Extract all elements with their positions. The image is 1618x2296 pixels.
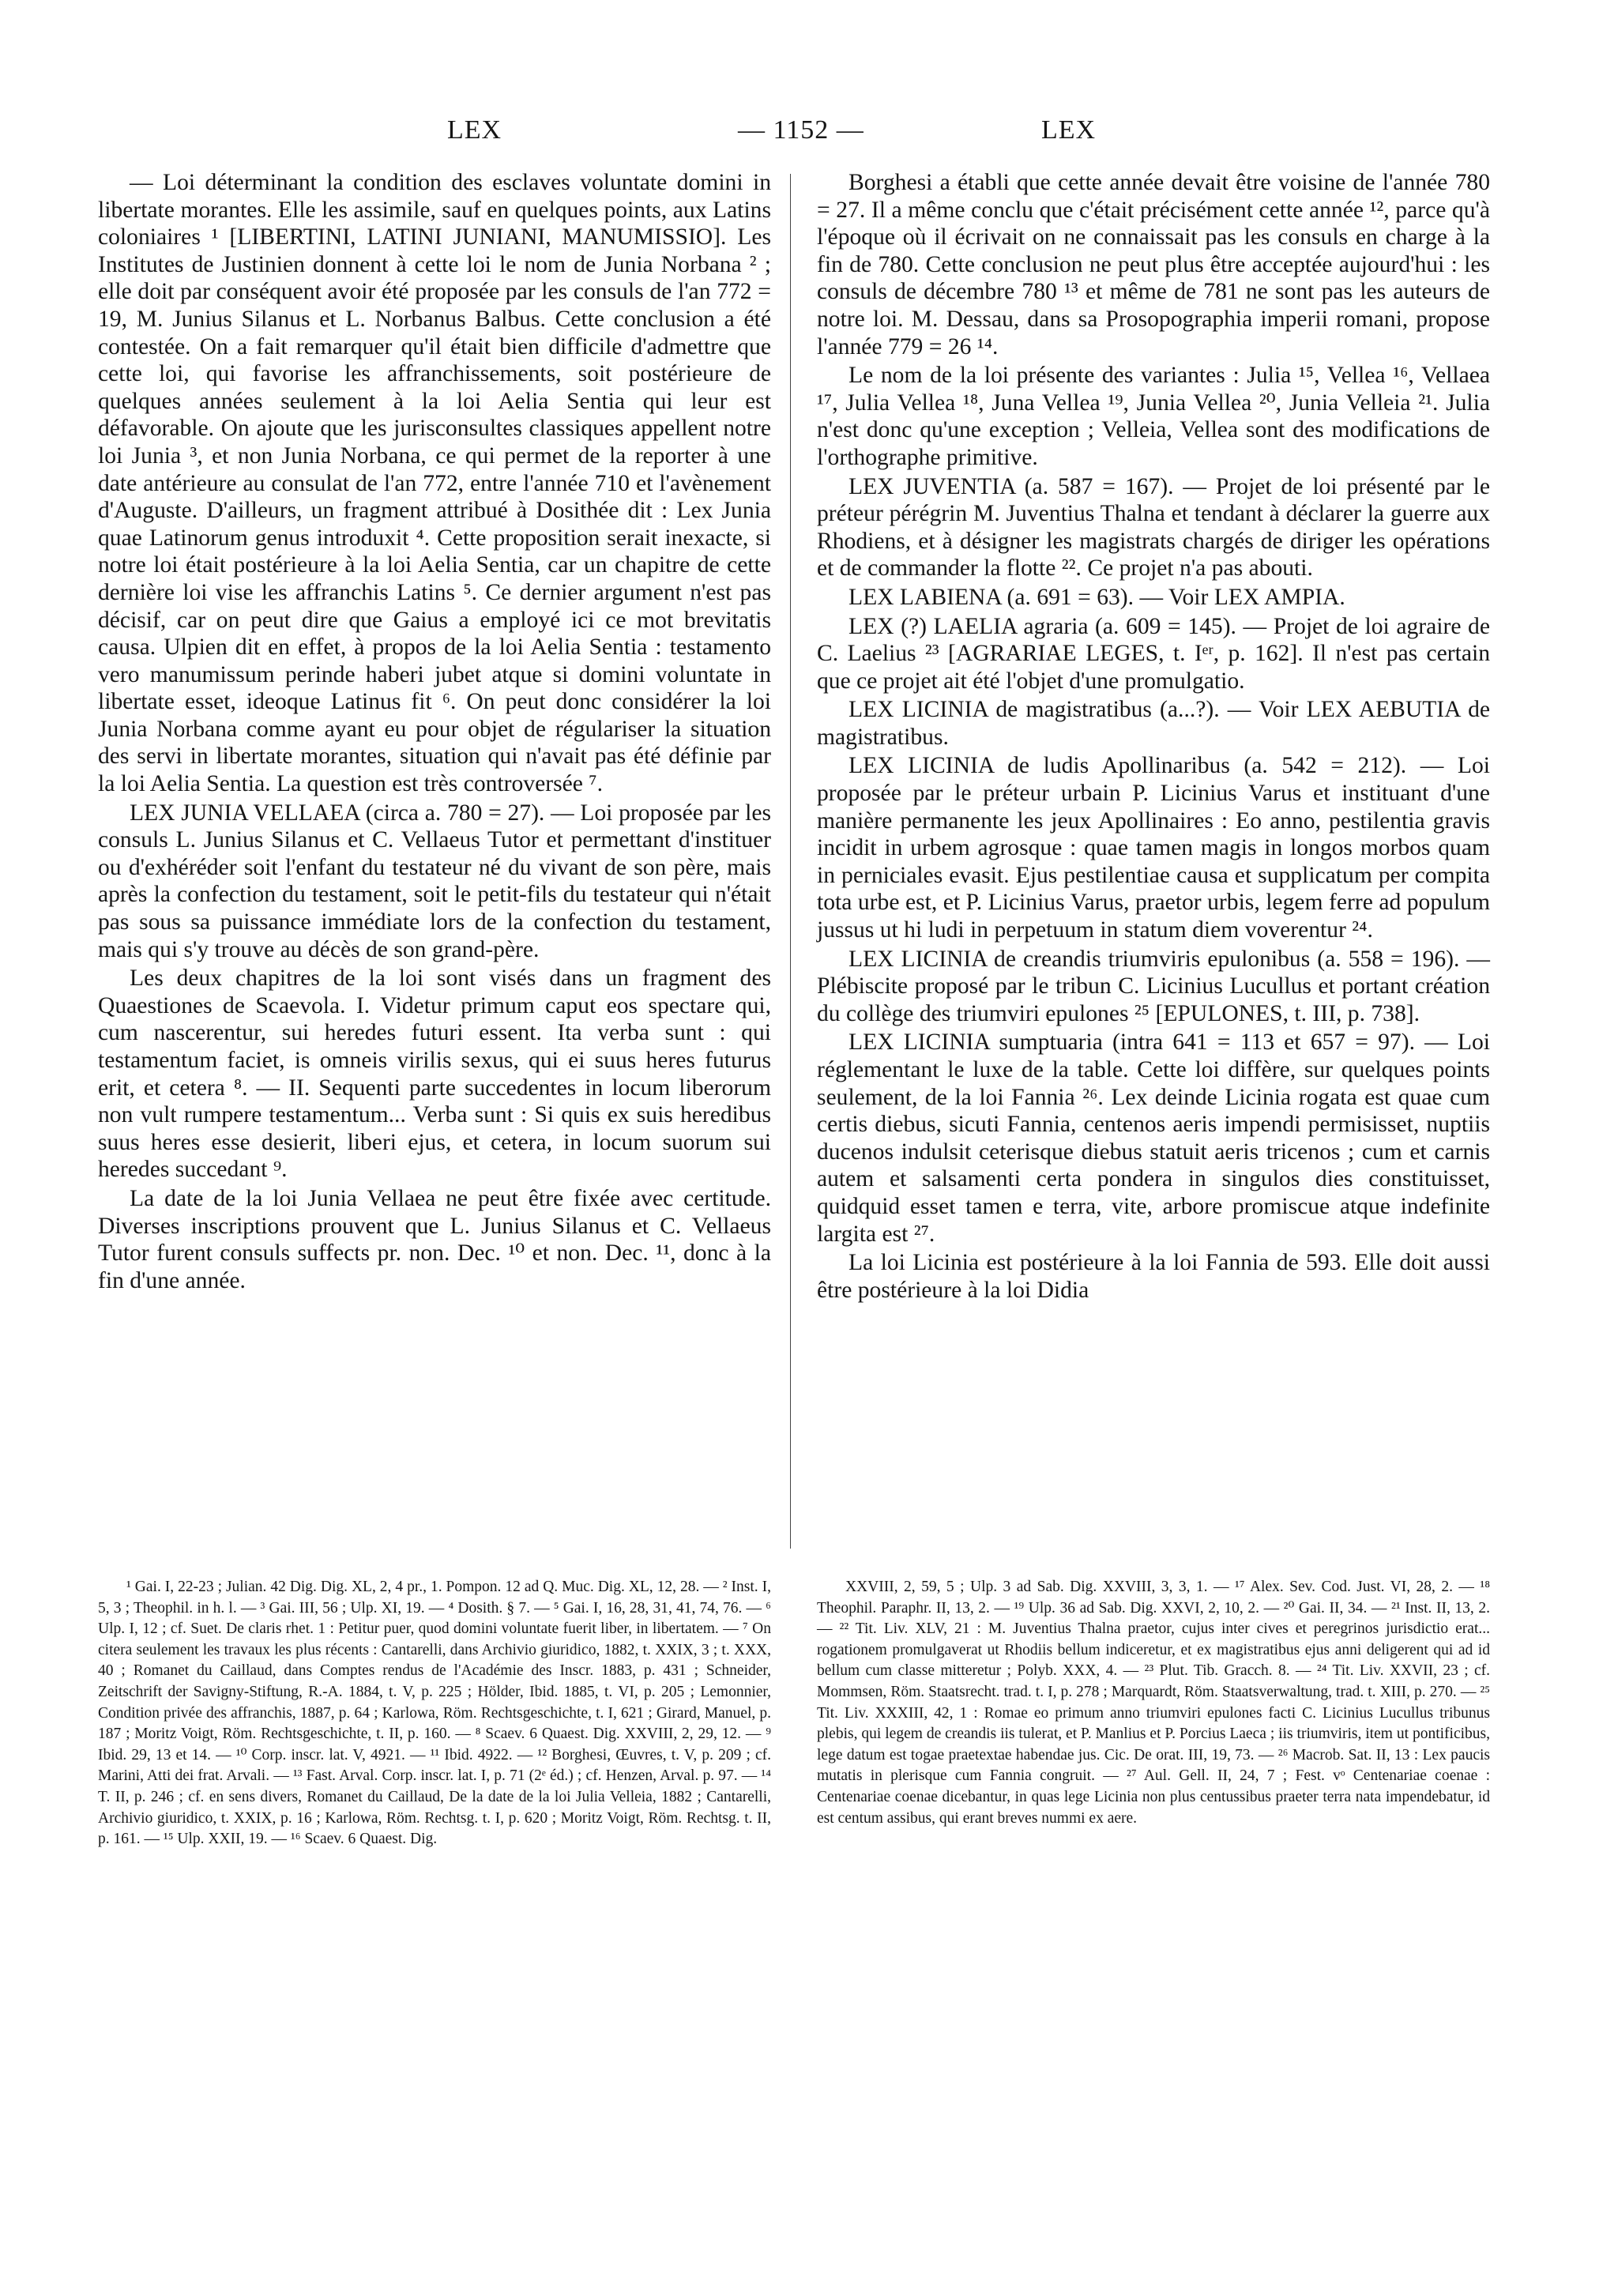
header-right-title: LEX — [1041, 115, 1097, 145]
page-number: — 1152 — — [738, 115, 864, 145]
right-column — [817, 169, 1490, 1305]
paragraph: La date de la loi Junia Vellaea ne peut être fixée avec certitude. Diverses inscriptions prouvent que L. Junius Silanus et C. Vellaeus Tutor furent consuls suffects pr. non. Dec. ¹⁰ et non. Dec. ¹¹, donc à la fin d'une année. — [98, 1185, 771, 1293]
footnote-text: XXVIII, 2, 59, 5 ; Ulp. 3 ad Sab. Dig. XXVIII, 3, 3, 1. — ¹⁷ Alex. Sev. Cod. Just. VI, 28, 2. — ¹⁸ Theophil. Paraphr. II, 13, 2. — ¹⁹ Ulp. 36 ad Sab. Dig. XXVI, 2, 10, 2. — ²⁰ Gai. II, 34. — ²¹ Inst. II, 13, 2. — ²² Tit. Liv. XLV, 21 : M. Juventius Thalna praetor, cujus inter cives et peregrinos jurisdictio erat... rogationem promulgaverat ut Rhodiis bellum indiceretur, et ex magistratibus ejus anni deligerent qui ad id bellum cum classe mitteretur ; Polyb. XXX, 4. — ²³ Plut. Tib. Gracch. 8. — ²⁴ Tit. Liv. XXVII, 23 ; cf. Mommsen, Röm. Staatsrecht. trad. t. I, p. 278 ; Marquardt, Röm. Staatsverwaltung, trad. t. XIII, p. 270. — ²⁵ Tit. Liv. XXXIII, 42, 1 : Romae eo primum anno triumviri epulones facti C. Licinius Lucullus tribunus plebis, qui legem de creandis iis tulerat, et P. Manlius et P. Porcius Laeca ; iis triumviris, item ut pontificibus, lege datum est togae praetextae habendae jus. Cic. De orat. III, 19, 73. — ²⁶ Macrob. Sat. II, 13 : Lex paucis mutatis in plerisque cum Fannia congruit. — ²⁷ Aul. Gell. II, 24, 7 ; Fest. vᵒ Centenariae coenae : Centenariae coenae dicebantur, in quas lege Licinia non plus centussibus praeter terra nata impendebatur, id est centum assibus, qui erant breves nummi ex aere. — [817, 1579, 1490, 1827]
paragraph: — Loi déterminant la condition des esclaves voluntate domini in libertate morantes. Elle les assimile, sauf en quelques points, aux Latins coloniaires ¹ [LIBERTINI, LATINI JUNIANI, MANUMISSIO]. Les Institutes de Justinien donnent à cette loi le nom de Junia Norbana ² ; elle doit par conséquent avoir été proposée par les consuls de l'an 772 = 19, M. Junius Silanus et L. Norbanus Balbus. Cette conclusion a été contestée. On a fait remarquer qu'il était bien difficile d'admettre que cette loi, qui favorise les affranchissements, soit postérieure de quelques années seulement à la loi Aelia Sentia qui leur est défavorable. On ajoute que les jurisconsultes classiques appellent notre loi Junia ³, et non Junia Norbana, ce qui permet de la reporter à une date antérieure au consulat de l'an 772, entre l'année 710 et l'avènement d'Auguste. D'ailleurs, un fragment attribué à Dosithée dit : Lex Junia quae Latinorum genus introduxit ⁴. Cette proposition serait inexacte, si notre loi était postérieure à la loi Aelia Sentia, car un chapitre de cette dernière loi vise les affranchis Latins ⁵. Ce dernier argument n'est pas décisif, car on peut dire que Gaius a employé ici ce mot brevitatis causa. Ulpien dit en effet, à propos de la loi Aelia Sentia : testamento vero manumissum perinde haberi jubet atque si domini voluntate in libertate esset, ideoque Latinus fit ⁶. On peut donc considérer la loi Junia Norbana comme ayant eu pour objet de régulariser la situation des servi in libertate morantes, situation qui n'avait pas été définie par la loi Aelia Sentia. La question est très controversée ⁷. — [98, 170, 771, 797]
paragraph: Le nom de la loi présente des variantes : Julia ¹⁵, Vellea ¹⁶, Vellaea ¹⁷, Julia Vellea ¹⁸, Juna Vellea ¹⁹, Junia Vellea ²⁰, Junia Velleia ²¹. Julia n'est donc qu'une exception ; Velleia, Vellea sont des modifications de l'orthographe primitive. — [817, 363, 1490, 470]
left-footnotes — [98, 1577, 771, 1850]
paragraph: La loi Licinia est postérieure à la loi Fannia de 593. Elle doit aussi être postérieure à la loi Didia — [817, 1250, 1490, 1303]
paragraph: Les deux chapitres de la loi sont visés dans un fragment des Quaestiones de Scaevola. I. Videtur primum caput eos spectare qui, cum nascerentur, sui heredes futuri essent. Ita verba sunt : qui testamentum faciet, is omneis virilis sexus, qui ei suus heres futurus erit, et cetera ⁸. — II. Sequenti parte succedentes in locum liberorum non vult rumpere testamentum... Verba sunt : Si quis ex suis heredibus suus heres esse desierit, liberi ejus, et cetera, in locum suorum sui heredes succedant ⁹. — [98, 965, 771, 1183]
paragraph: Borghesi a établi que cette année devait être voisine de l'année 780 = 27. Il a même conclu que c'était précisément cette année ¹², parce qu'à l'époque où il écrivait on ne connaissait pas les consuls en charge à la fin de 780. Cette conclusion ne peut plus être acceptée aujourd'hui : les consuls de décembre 780 ¹³ et même de 781 ne sont pas les auteurs de notre loi. M. Dessau, dans sa Prosopographia imperii romani, propose l'année 779 = 26 ¹⁴. — [817, 170, 1490, 359]
running-header — [0, 115, 1618, 153]
paragraph: LEX LABIENA (a. 691 = 63). — Voir LEX AMPIA. — [849, 584, 1345, 610]
left-column — [98, 169, 771, 1296]
paragraph: LEX LICINIA de magistratibus (a...?). — Voir LEX AEBUTIA de magistratibus. — [817, 697, 1490, 750]
right-footnotes — [817, 1577, 1490, 1829]
paragraph: LEX JUNIA VELLAEA (circa a. 780 = 27). — Loi proposée par les consuls L. Junius Silanus et C. Vellaeus Tutor et permettant d'instituer ou d'exhéréder soit l'enfant du testateur né du vivant de son père, mais après la confection du testament, soit le petit-fils du testateur qui n'était pas sous sa puissance immédiate lors de la confection du testament, mais qui s'y trouve au décès de son grand-père. — [98, 800, 771, 962]
paragraph: LEX LICINIA de creandis triumviris epulonibus (a. 558 = 196). — Plébiscite proposé par le tribun C. Licinius Lucullus et portant création du collège des triumviri epulones ²⁵ [EPULONES, t. III, p. 738]. — [817, 946, 1490, 1026]
paragraph: LEX JUVENTIA (a. 587 = 167). — Projet de loi présenté par le préteur pérégrin M. Juventius Thalna et tendant à déclarer la guerre aux Rhodiens, et à désigner les magistrats chargés de diriger les opérations et de commander la flotte ²². Ce projet n'a pas abouti. — [817, 473, 1490, 582]
paragraph: LEX LICINIA sumptuaria (intra 641 = 113 et 657 = 97). — Loi réglementant le luxe de la table. Cette loi diffère, sur quelques points seulement, de la loi Fannia ²⁶. Lex deinde Licinia rogata est quae cum certis diebus, sicuti Fannia, centenos aeris impendi permisisset, nuptiis ducenos indulsit ceterisque diebus statuit aeris tricenos ; cum et carnis autem et salsamenti certa pondera in singulos dies constituisset, quidquid esset tamen e terra, vite, arbore promiscue atque indefinite largita est ²⁷. — [817, 1029, 1490, 1247]
column-divider — [790, 174, 791, 1549]
paragraph: LEX (?) LAELIA agraria (a. 609 = 145). — Projet de loi agraire de C. Laelius ²³ [AGRARIAE LEGES, t. Iᵉʳ, p. 162]. Il n'est pas certain que ce projet ait été l'objet d'une promulgatio. — [817, 613, 1490, 694]
header-left-title: LEX — [447, 115, 502, 145]
footnote-text: ¹ Gai. I, 22-23 ; Julian. 42 Dig. Dig. XL, 2, 4 pr., 1. Pompon. 12 ad Q. Muc. Dig. XL, 12, 28. — ² Inst. I, 5, 3 ; Theophil. in h. l. — ³ Gai. III, 56 ; Ulp. XI, 19. — ⁴ Dosith. § 7. — ⁵ Gai. I, 16, 28, 31, 41, 74, 76. — ⁶ Ulp. I, 12 ; cf. Suet. De claris rhet. 1 : Petitur puer, quod domini voluntate fuerit liber, in libertatem. — ⁷ On citera seulement les travaux les plus récents : Cantarelli, dans Archivio giuridico, 1882, t. XXIX, 3 ; t. XXX, 40 ; Romanet du Caillaud, dans Comptes rendus de l'Académie des Inscr. 1883, p. 431 ; Schneider, Zeitschrift der Savigny-Stiftung, R.-A. 1884, t. V, p. 225 ; Hölder, Ibid. 1885, t. VI, p. 205 ; Lemonnier, Condition privée des affranchis, 1887, p. 64 ; Karlowa, Röm. Rechtsgeschichte, t. I, 621 ; Girard, Manuel, p. 187 ; Moritz Voigt, Röm. Rechtsgeschichte, t. II, p. 160. — ⁸ Scaev. 6 Quaest. Dig. XXVIII, 2, 29, 12. — ⁹ Ibid. 29, 13 et 14. — ¹⁰ Corp. inscr. lat. V, 4921. — ¹¹ Ibid. 4922. — ¹² Borghesi, Œuvres, t. V, p. 209 ; cf. Marini, Atti dei frat. Arvali. — ¹³ Fast. Arval. Corp. inscr. lat. I, p. 71 (2ᵉ éd.) ; cf. Henzen, Arval. p. 97. — ¹⁴ T. II, p. 246 ; cf. en sens divers, Romanet du Caillaud, De la date de la loi Julia Velleia, 1882 ; Cantarelli, Archivio giuridico, t. XXIX, p. 16 ; Karlowa, Röm. Rechtsg. t. I, p. 620 ; Moritz Voigt, Röm. Rechtsg. t. II, p. 161. — ¹⁵ Ulp. XXII, 19. — ¹⁶ Scaev. 6 Quaest. Dig. — [98, 1579, 771, 1848]
paragraph: LEX LICINIA de ludis Apollinaribus (a. 542 = 212). — Loi proposée par le préteur urbain P. Licinius Varus et instituant d'une manière permanente les jeux Apollinaires : Eo anno, pestilentia gravis incidit in urbem agrosque : quae tamen magis in longos morbos quam in perniciales evasit. Ejus pestilentiae causa et supplicatum per compita tota urbe est, et P. Licinius Varus, praetor urbis, legem ferre ad populum jussus ut hi ludi in perpetuum in statum diem voverentur ²⁴. — [817, 753, 1490, 943]
